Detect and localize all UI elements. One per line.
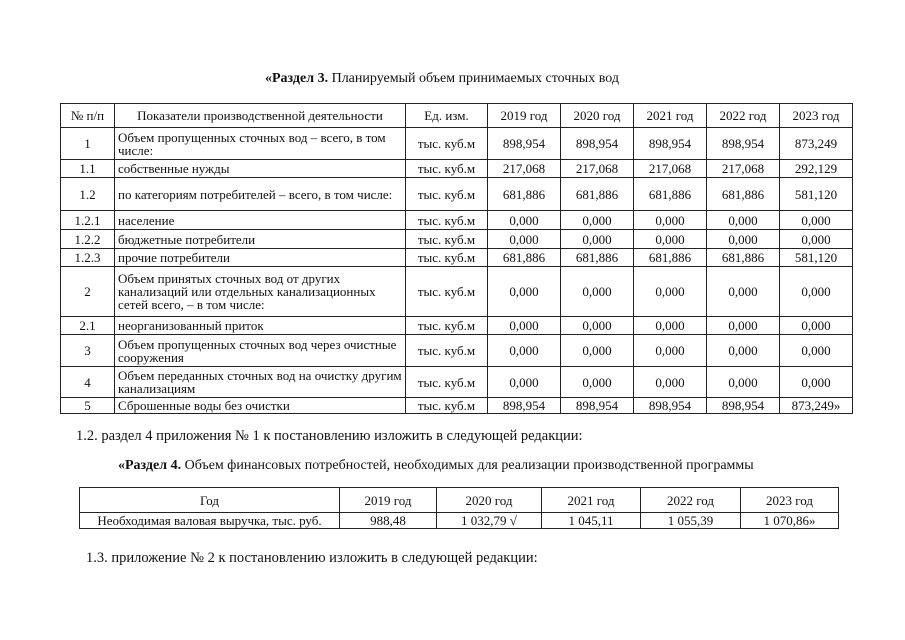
row-unit: тыс. куб.м <box>406 317 488 335</box>
header-indicator: Показатели производственной деятельности <box>115 104 406 128</box>
value-2022: 0,000 <box>707 230 780 249</box>
table-row <box>61 128 853 160</box>
row-num: 2.1 <box>61 317 115 335</box>
value-2019: 898,954 <box>488 128 561 160</box>
value-2020: 0,000 <box>561 317 634 335</box>
value-2023: 581,120 <box>780 178 853 211</box>
value-2019: 0,000 <box>488 267 561 317</box>
section4-header-row <box>80 488 839 513</box>
value-2022: 217,068 <box>707 160 780 178</box>
row-unit: тыс. куб.м <box>406 367 488 398</box>
row-name: население <box>115 211 406 230</box>
row-unit: тыс. куб.м <box>406 398 488 414</box>
value-2020: 0,000 <box>561 367 634 398</box>
row-num: 5 <box>61 398 115 414</box>
value-2022: 0,000 <box>707 267 780 317</box>
row-unit: тыс. куб.м <box>406 211 488 230</box>
header-2023: 2023 год <box>741 488 839 513</box>
row-unit: тыс. куб.м <box>406 335 488 367</box>
value-2022: 0,000 <box>707 317 780 335</box>
value-2023: 1 070,86» <box>741 513 839 529</box>
value-2021: 898,954 <box>634 128 707 160</box>
header-2019: 2019 год <box>488 104 561 128</box>
row-name: собственные нужды <box>115 160 406 178</box>
section4-title-text: Объем финансовых потребностей, необходимых для реализации производственной программы <box>181 458 754 473</box>
value-2019: 0,000 <box>488 367 561 398</box>
paragraph-1-2: 1.2. раздел 4 приложения № 1 к постановлению изложить в следующей редакции: <box>76 428 583 444</box>
value-2022: 0,000 <box>707 335 780 367</box>
value-2023: 581,120 <box>780 249 853 267</box>
table-row <box>61 211 853 230</box>
value-2020: 681,886 <box>561 249 634 267</box>
value-2023: 0,000 <box>780 230 853 249</box>
row-name: Сброшенные воды без очистки <box>115 398 406 414</box>
row-unit: тыс. куб.м <box>406 230 488 249</box>
section3-header-row <box>61 104 853 128</box>
value-2023: 0,000 <box>780 317 853 335</box>
row-num: 1.2.2 <box>61 230 115 249</box>
table-row <box>61 230 853 249</box>
row-unit: тыс. куб.м <box>406 160 488 178</box>
value-2019: 0,000 <box>488 230 561 249</box>
row-num: 2 <box>61 267 115 317</box>
row-num: 1.2 <box>61 178 115 211</box>
row-name: Объем принятых сточных вод от других канализаций или отдельных канализационных сетей всего, – в том числе: <box>115 267 406 317</box>
value-2023: 0,000 <box>780 211 853 230</box>
row-name: бюджетные потребители <box>115 230 406 249</box>
row-name: прочие потребители <box>115 249 406 267</box>
value-2023: 0,000 <box>780 367 853 398</box>
header-2021: 2021 год <box>634 104 707 128</box>
value-2019: 217,068 <box>488 160 561 178</box>
value-2019: 0,000 <box>488 335 561 367</box>
value-2020: 1 032,79 √ <box>437 513 542 529</box>
value-2019: 0,000 <box>488 317 561 335</box>
row-label: Необходимая валовая выручка, тыс. руб. <box>80 513 340 529</box>
value-2019: 988,48 <box>340 513 437 529</box>
row-num: 1.2.3 <box>61 249 115 267</box>
value-2020: 681,886 <box>561 178 634 211</box>
header-2020: 2020 год <box>561 104 634 128</box>
paragraph-1-3: 1.3. приложение № 2 к постановлению изложить в следующей редакции: <box>86 550 538 566</box>
header-unit: Ед. изм. <box>406 104 488 128</box>
header-2019: 2019 год <box>340 488 437 513</box>
value-2019: 0,000 <box>488 211 561 230</box>
row-name: неорганизованный приток <box>115 317 406 335</box>
value-2022: 0,000 <box>707 367 780 398</box>
value-2020: 217,068 <box>561 160 634 178</box>
row-unit: тыс. куб.м <box>406 178 488 211</box>
value-2021: 217,068 <box>634 160 707 178</box>
section3-title-bold: «Раздел 3. <box>265 71 329 86</box>
table-row <box>61 267 853 317</box>
value-2023: 0,000 <box>780 335 853 367</box>
row-unit: тыс. куб.м <box>406 249 488 267</box>
value-2020: 898,954 <box>561 398 634 414</box>
value-2020: 0,000 <box>561 230 634 249</box>
header-2022: 2022 год <box>641 488 741 513</box>
value-2019: 681,886 <box>488 249 561 267</box>
header-2021: 2021 год <box>542 488 641 513</box>
header-num: № п/п <box>61 104 115 128</box>
row-name: Объем пропущенных сточных вод – всего, в том числе: <box>115 128 406 160</box>
value-2021: 1 045,11 <box>542 513 641 529</box>
header-2020: 2020 год <box>437 488 542 513</box>
value-2019: 898,954 <box>488 398 561 414</box>
value-2022: 681,886 <box>707 249 780 267</box>
value-2021: 0,000 <box>634 317 707 335</box>
row-num: 3 <box>61 335 115 367</box>
section4-table <box>79 487 839 529</box>
value-2022: 898,954 <box>707 128 780 160</box>
value-2020: 0,000 <box>561 211 634 230</box>
value-2021: 0,000 <box>634 230 707 249</box>
value-2022: 898,954 <box>707 398 780 414</box>
header-2023: 2023 год <box>780 104 853 128</box>
table-row <box>80 513 839 529</box>
value-2021: 0,000 <box>634 211 707 230</box>
table-row <box>61 367 853 398</box>
value-2019: 681,886 <box>488 178 561 211</box>
value-2022: 0,000 <box>707 211 780 230</box>
value-2023: 0,000 <box>780 267 853 317</box>
value-2020: 898,954 <box>561 128 634 160</box>
table-row <box>61 160 853 178</box>
section4-title-bold: «Раздел 4. <box>118 458 182 473</box>
section3-table <box>60 103 853 414</box>
section3-title <box>265 71 619 87</box>
row-unit: тыс. куб.м <box>406 267 488 317</box>
row-num: 1.1 <box>61 160 115 178</box>
row-num: 1 <box>61 128 115 160</box>
section3-title-text: Планируемый объем принимаемых сточных вод <box>328 71 619 86</box>
value-2022: 1 055,39 <box>641 513 741 529</box>
value-2022: 681,886 <box>707 178 780 211</box>
table-row <box>61 335 853 367</box>
table-row <box>61 317 853 335</box>
value-2021: 681,886 <box>634 249 707 267</box>
value-2023: 873,249» <box>780 398 853 414</box>
value-2021: 0,000 <box>634 335 707 367</box>
value-2021: 681,886 <box>634 178 707 211</box>
row-name: Объем пропущенных сточных вод через очистные сооружения <box>115 335 406 367</box>
row-name: Объем переданных сточных вод на очистку другим канализациям <box>115 367 406 398</box>
row-num: 1.2.1 <box>61 211 115 230</box>
section4-title <box>118 458 754 474</box>
value-2020: 0,000 <box>561 267 634 317</box>
header-year: Год <box>80 488 340 513</box>
value-2020: 0,000 <box>561 335 634 367</box>
table-row <box>61 178 853 211</box>
table-row <box>61 249 853 267</box>
table-row <box>61 398 853 414</box>
row-num: 4 <box>61 367 115 398</box>
value-2021: 898,954 <box>634 398 707 414</box>
row-name: по категориям потребителей – всего, в том числе: <box>115 178 406 211</box>
row-unit: тыс. куб.м <box>406 128 488 160</box>
value-2021: 0,000 <box>634 367 707 398</box>
header-2022: 2022 год <box>707 104 780 128</box>
value-2023: 873,249 <box>780 128 853 160</box>
value-2021: 0,000 <box>634 267 707 317</box>
value-2023: 292,129 <box>780 160 853 178</box>
